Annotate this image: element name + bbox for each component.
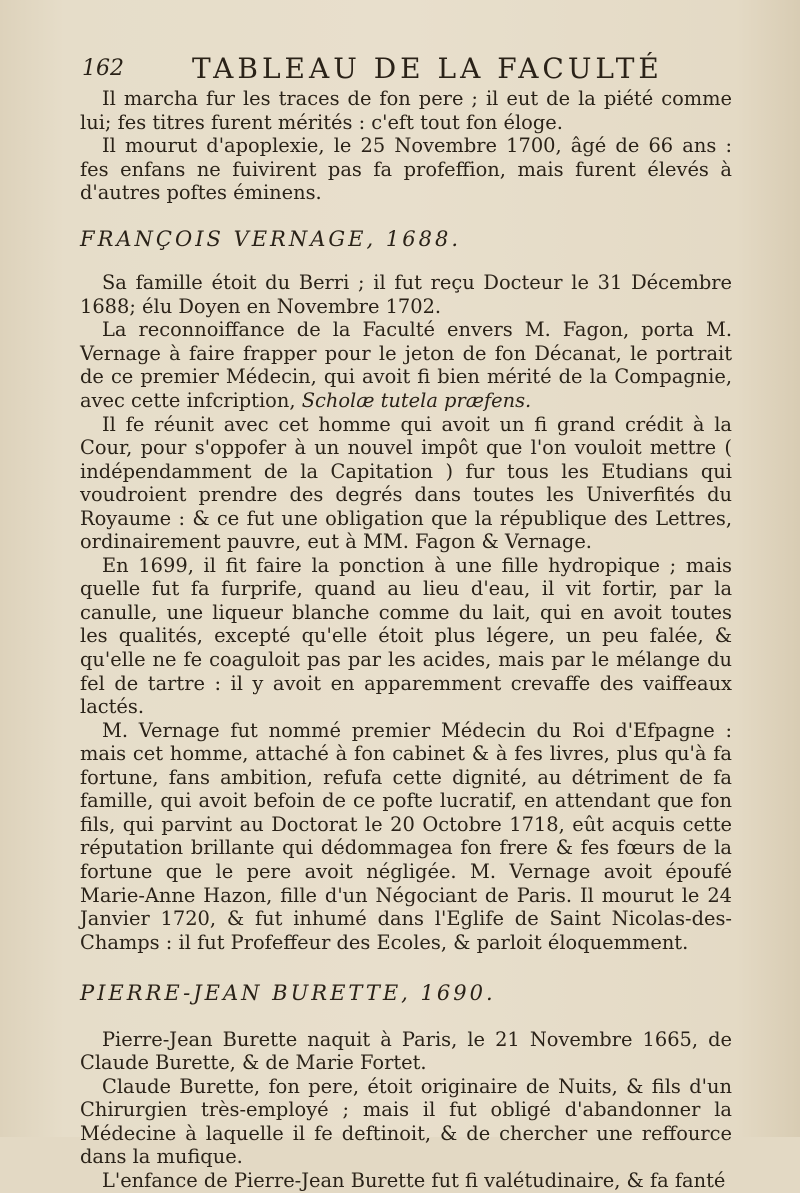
heading-name: PIERRE-JEAN BURETTE [80,981,402,1006]
heading-name: FRANÇOIS VERNAGE [80,226,367,251]
jeton-motto: Scholæ tutela præfens. [301,389,532,413]
section-heading-vernage [80,228,732,252]
vernage-paragraph-1: Sa famille étoit du Berri ; il fut reçu Docteur le 31 Décembre 1688; élu Doyen en Novembre 1702. [80,271,732,318]
page-header [82,52,722,88]
burette-paragraph-3: L'enfance de Pierre-Jean Burette fut fi valétudinaire, & fa fanté [102,1168,726,1192]
heading-year: , 1690. [401,981,496,1006]
intro-paragraph-1: Il marcha fur les traces de fon pere ; il eut de la piété comme lui; fes titres furent mérités : c'eft tout fon éloge. [80,87,732,134]
vernage-paragraph-2 [80,318,732,412]
intro-paragraph-2: Il mourut d'apoplexie, le 25 Novembre 1700, âgé de 66 ans : fes enfans ne fuivirent pas fa profeffion, mais furent élevés à d'autres poftes éminens. [80,134,732,205]
vernage-paragraph-3: Il fe réunit avec cet homme qui avoit un fi grand crédit à la Cour, pour s'oppofer à un nouvel impôt que l'on vouloit mettre ( indépendamment de la Capitation ) fur tous les Etudians qui voudroient prendre des degrés dans toutes les Univerfités du Royaume : & ce fut une obligation que la république des Lettres, ordinairement pauvre, eut à MM. Fagon & Vernage. [80,412,732,554]
burette-paragraph-1: Pierre-Jean Burette naquit à Paris, le 21 Novembre 1665, de Claude Burette, & de Marie Fortet. [80,1027,732,1075]
paragraph-text: La reconnoiffance de la Faculté envers M. Fagon, porta M. Vernage à faire frapper pour le jeton de fon Décanat, le portrait de ce premier Médecin, qui avoit fi bien mérité de la Compagnie, avec cette infcription, [80,318,732,413]
page-number: 162 [82,56,124,81]
page-body [80,87,732,1193]
section-heading-burette [80,982,732,1006]
vernage-paragraph-4: En 1699, il fit faire la ponction à une fille hydropique ; mais quelle fut fa furprife, quand au lieu d'eau, il vit fortir, par la canulle, une liqueur blanche comme du lait, qui en avoit toutes les qualités, excepté qu'elle étoit plus légere, un peu falée, & qu'elle ne fe coaguloit pas par les acides, mais par le mélange du fel de tartre : il y avoit en apparemment crevaffe des vaiffeaux lactés. [80,553,732,719]
burette-paragraph-2: Claude Burette, fon pere, étoit originaire de Nuits, & fils d'un Chirurgien très-employé ; mais il fut obligé d'abandonner la Médecine à laquelle il fe deftinoit, & de chercher une reffource dans la mufique. [80,1074,732,1169]
heading-year: , 1688. [366,226,462,251]
vernage-paragraph-5: M. Vernage fut nommé premier Médecin du Roi d'Efpagne : mais cet homme, attaché à fon cabinet & à fes livres, plus qu'à fa fortune, fans ambition, refufa cette dignité, au détriment de fa famille, qui avoit befoin de ce pofte lucratif, en attendant que fon fils, qui parvint au Doctorat le 20 Octobre 1718, eût acquis cette réputation brillante qui dédommagea fon frere & fes fœurs de la fortune que le pere avoit négligée. M. Vernage avoit époufé Marie-Anne Hazon, fille d'un Négociant de Paris. Il mourut le 24 Janvier 1720, & fut inhumé dans l'Eglife de Saint Nicolas-des-Champs : il fut Profeffeur des Ecoles, & parloit éloquemment. [80,718,732,954]
running-title: TABLEAU DE LA FACULTÉ [192,52,663,85]
